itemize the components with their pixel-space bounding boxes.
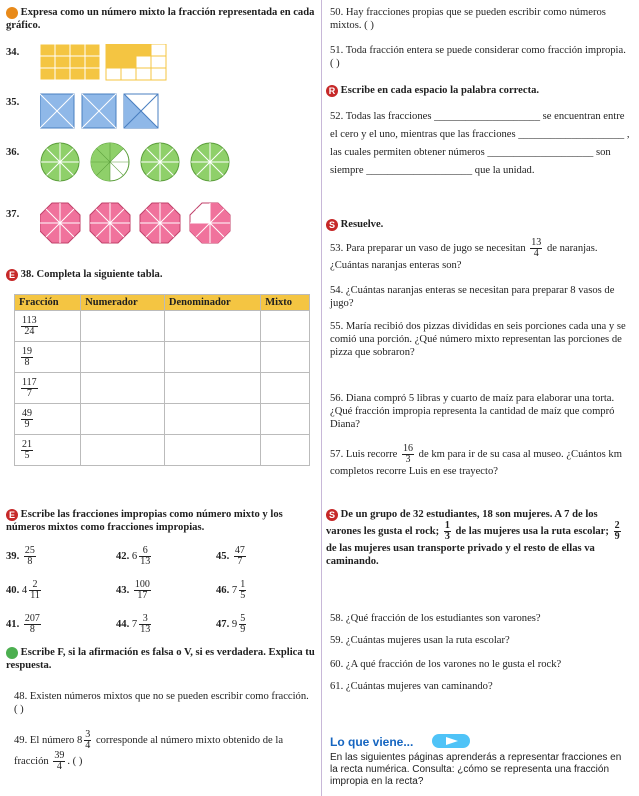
ex38-heading: E 38. Completa la siguiente tabla. bbox=[6, 268, 163, 281]
tf-section: Escribe F, si la afirmación es falsa o V, si es verdadera. Explica tu respuesta. bbox=[6, 647, 315, 671]
fraction-table bbox=[14, 294, 310, 466]
q52: 52. Todas las fracciones ____________________ se encuentran entre el cero y el uno, mientras que las fracciones ____________________ , las cuales permiten obtener números ____________________ son siempre ____________________ que la unidad. bbox=[330, 111, 630, 176]
item: 47. 9 $\frac{5}{9}$ bbox=[216, 613, 246, 635]
q51: 51. Toda fracción entera se puede considerar como fracción impropia. ( ) bbox=[330, 45, 626, 69]
q58: 58. ¿Qué fracción de los estudiantes son varones? bbox=[330, 613, 541, 624]
fig36-graphic bbox=[40, 142, 260, 186]
octagon-full-3 bbox=[140, 203, 180, 243]
square-full-1 bbox=[40, 94, 74, 128]
section-badge bbox=[6, 7, 18, 19]
fig35-number: 35. bbox=[6, 97, 20, 108]
item: 46. 7 $\frac{1}{5}$ bbox=[216, 579, 246, 601]
item: 41. $\frac{207}{8}$ bbox=[6, 613, 40, 635]
write-section: E Escribe las fracciones impropias como número mixto y los números mixtos como fracciones impropias. bbox=[6, 509, 283, 533]
mixed-items bbox=[6, 546, 316, 636]
q60: 60. ¿A qué fracción de los varones no le gusta el rock? bbox=[330, 659, 562, 670]
fig34-graphic bbox=[40, 44, 170, 84]
section-badge: E bbox=[6, 269, 18, 281]
fig35-graphic bbox=[40, 92, 170, 132]
item: 42. 6 $\frac{6}{13}$ bbox=[116, 545, 151, 567]
circle-partial bbox=[91, 143, 129, 181]
q57: 57. Luis recorre $\frac{16}{3}$ de km para ir de su casa al museo. ¿Cuántos km completos recorre Luis en ese trayecto? bbox=[330, 443, 622, 477]
rect-grid-partial bbox=[106, 44, 166, 80]
item: 44. 7 $\frac{3}{13}$ bbox=[116, 613, 151, 635]
intro-text: Expresa como un número mixto la fracción representada en cada gráfico. bbox=[6, 7, 315, 31]
secR-heading: R Escribe en cada espacio la palabra correcta. bbox=[326, 84, 626, 97]
secS2-heading: S De un grupo de 32 estudiantes, 18 son mujeres. A 7 de los varones les gusta el rock; $\frac{1}{3}$ de las mujeres usa la ruta escolar; $\frac{2}{9}$ de las mujeres usan transporte privado y el resto de ellas va caminando. bbox=[326, 509, 620, 567]
q49: 49. El número 8 $\frac{3}{4}$ corresponde al número mixto obtenido de la fracción $\frac{39}{4}$ . ( ) bbox=[14, 729, 284, 772]
secS-heading: S Resuelve. bbox=[326, 218, 383, 231]
table-row: $\frac{113}{24}$ bbox=[15, 311, 310, 342]
circle-full-2 bbox=[141, 143, 179, 181]
intro-instruction bbox=[6, 6, 316, 32]
octagon-full-2 bbox=[90, 203, 130, 243]
q50: 50. Hay fracciones propias que se pueden escribir como números mixtos. ( ) bbox=[330, 7, 606, 31]
q59: 59. ¿Cuántas mujeres usan la ruta escolar? bbox=[330, 635, 510, 646]
table-row: $\frac{117}{7}$ bbox=[15, 373, 310, 404]
octagon-partial bbox=[190, 203, 230, 243]
fig36-number: 36. bbox=[6, 147, 20, 158]
table-row: $\frac{49}{9}$ bbox=[15, 404, 310, 435]
circle-full-3 bbox=[191, 143, 229, 181]
table-row: $\frac{19}{8}$ bbox=[15, 342, 310, 373]
q48: 48. Existen números mixtos que no se pueden escribir como fracción. ( ) bbox=[14, 691, 309, 715]
q61: 61. ¿Cuántas mujeres van caminando? bbox=[330, 681, 493, 692]
item: 43. $\frac{100}{17}$ bbox=[116, 579, 150, 601]
octagon-full-1 bbox=[40, 203, 80, 243]
q56: 56. Diana compró 5 libras y cuarto de maíz para elaborar una torta. ¿Qué fracción impropia representa la cantidad de maíz que compró Diana? bbox=[330, 393, 615, 430]
item: 45. $\frac{47}{7}$ bbox=[216, 545, 245, 567]
lqv-title: Lo que viene... bbox=[330, 735, 414, 749]
q53: 53. Para preparar un vaso de jugo se necesitan $\frac{13}{4}$ de naranjas. ¿Cuántas naranjas enteras son? bbox=[330, 237, 598, 271]
item: 40. 4 $\frac{2}{11}$ bbox=[6, 579, 40, 601]
q55: 55. María recibió dos pizzas divididas en seis porciones cada una y se comió una porción. ¿Qué número mixto representan las porciones de pizza que sobraron? bbox=[330, 321, 626, 358]
lqv-text: En las siguientes páginas aprenderás a representar fracciones en la recta numérica. Consulta: ¿cómo se representa una fracción impropia en la recta? bbox=[330, 752, 622, 787]
rect-grid-full bbox=[40, 44, 100, 80]
square-full-2 bbox=[82, 94, 116, 128]
item: 39. $\frac{25}{8}$ bbox=[6, 545, 35, 567]
q54: 54. ¿Cuántas naranjas enteras se necesitan para preparar 8 vasos de jugo? bbox=[330, 285, 615, 309]
circle-full-1 bbox=[41, 143, 79, 181]
table-header: Fracción Numerador Denominador Mixto bbox=[15, 295, 310, 311]
column-divider bbox=[321, 0, 322, 796]
fig37-number: 37. bbox=[6, 209, 20, 220]
square-partial bbox=[124, 94, 158, 128]
section-badge bbox=[6, 647, 18, 659]
fig37-graphic bbox=[40, 202, 260, 246]
fig34-number: 34. bbox=[6, 47, 20, 58]
table-row: $\frac{21}{5}$ bbox=[15, 435, 310, 466]
section-badge: E bbox=[6, 509, 18, 521]
arrow-right-icon bbox=[432, 732, 472, 750]
